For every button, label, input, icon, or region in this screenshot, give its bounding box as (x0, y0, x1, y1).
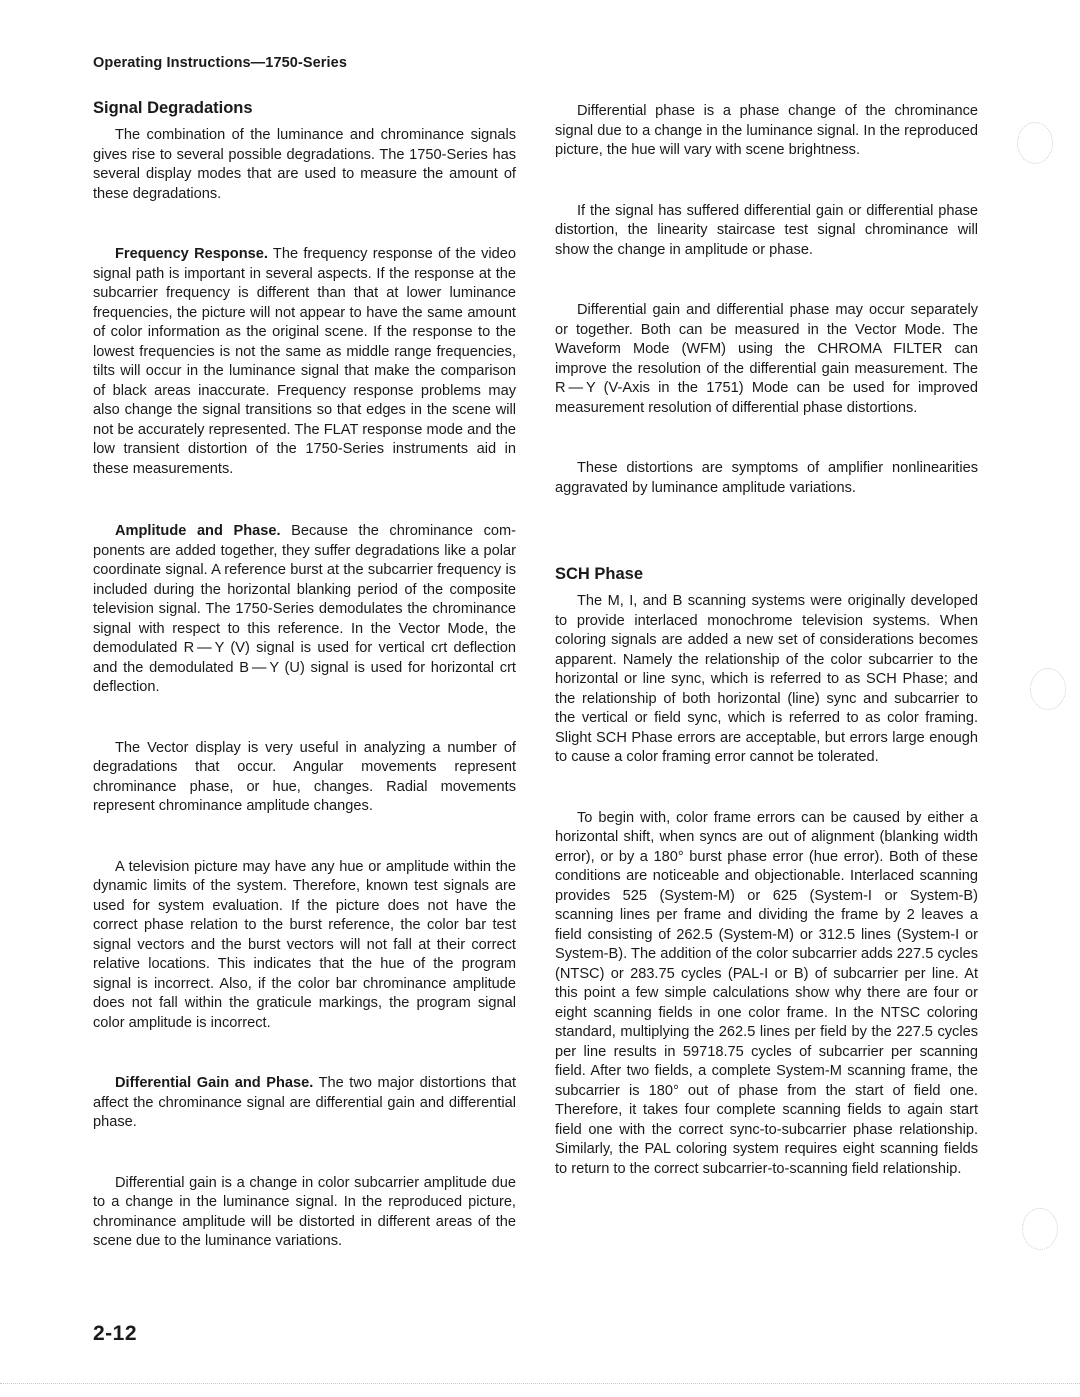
paragraph-text: The frequency response of the video signal path is important in several aspects. If the response at the subcarrier frequency is different than that at lower luminance frequencies, the picture will not appear to have the same amount of color information as the original scene. If the response to the lowest frequencies is not the same as middle range frequencies, tilts will occur in the luminance signal that make the comparison of black areas inaccurate. Frequency response problems may also change the signal transitions so that edges in the scene will not be accurately represented. The FLAT response mode and the low transient distortion of the 1750-Series instruments aid in these measurements. (93, 246, 516, 477)
paragraph-text: To begin with, color frame errors can be caused by either a horizontal shift, when syncs are out of alignment (blanking width error), or by a 180° burst phase error (hue error). Both of these conditions are noticeable and objectionable. Interlaced scanning provides 525 (System-M) or 625 (System-I or System-B) scanning lines per frame and dividing the frame by 2 leaves a field consisting of 262.5 (System-M) or 312.5 lines (System-I or System-B). The addition of the color subcarrier adds 227.5 cycles (NTSC) or 283.75 cycles (PAL-I or B) of subcarrier per line. At this point a few simple calculations show why there are four or eight scanning fields in one color frame. In the NTSC coloring standard, multiplying the 262.5 lines per field by the 227.5 cycles per line results in 59718.75 cycles of subcarrier per scanning field. After two fields, a complete System-M scanning frame, the subcarrier is 180° out of phase from the start of field one. Therefore, it takes four complete scanning fields to again start field one with the correct sync-to-subcarrier phase relationship. Similarly, the PAL coloring system requires eight scanning fields to return to the correct subcarrier-to-scanning field relationship. (555, 809, 978, 1177)
paragraph-text: The two major distortions that affect the chrominance signal are differential gain and differential phase. (93, 1075, 516, 1130)
paragraph-linearity-staircase (555, 202, 978, 261)
page-number: 2-12 (93, 1322, 138, 1345)
paragraph-differential-gain-definition (93, 1174, 516, 1252)
paragraph-text: The combination of the luminance and chrominance signals gives rise to several possible degradations. The 1750-Series has several display modes that are used to measure the amount of these degradations. (93, 127, 516, 202)
paragraph-text: Differential phase is a phase change of the chrominance signal due to a change in the luminance signal. In the reproduced picture, the hue will vary with scene brightness. (555, 103, 978, 158)
paragraph-vector-display (93, 739, 516, 817)
right-column (555, 102, 978, 1179)
paragraph-amplifier-nonlinearities (555, 459, 978, 498)
running-header: Operating Instructions—1750-Series (93, 55, 348, 71)
section-title-signal-degradations: Signal Degradations (93, 99, 253, 117)
paragraph-text: Differential gain and differential phase may occur separately or together. Both can be measured in the Vector Mode. The Waveform Mode (WFM) using the CHROMA FILTER can improve the resolution of the differential gain measurement. The R — Y (V-Axis in the 1751) Mode can be used for improved measurement resolution of differential phase distortions. (555, 302, 978, 416)
paragraph-measurement-modes (555, 301, 978, 418)
binder-hole-top (1017, 122, 1053, 164)
run-in-heading: Frequency Response. (115, 246, 268, 262)
binder-hole-bottom (1022, 1208, 1058, 1250)
paragraph-scanning-systems (555, 592, 978, 768)
binder-hole-middle (1030, 668, 1066, 710)
paragraph-text: Differential gain is a change in color subcarrier amplitude due to a change in the luminance signal. In the reproduced picture, chrominance amplitude will be distorted in different areas of the scene due to the luminance variations. (93, 1174, 516, 1249)
paragraph-differential-phase-definition (555, 102, 978, 161)
paragraph-frequency-response (93, 245, 516, 479)
paragraph-color-frame-errors (555, 809, 978, 1180)
paragraph-differential-gain-phase (93, 1074, 516, 1133)
paragraph-text: The M, I, and B scanning systems were originally developed to provide interlaced monochrome television systems. When coloring signals are added a new set of considerations becomes apparent. Namely the relationship of the color subcarrier to the horizontal or line sync, which is referred to as SCH Phase; and the relationship of both horizontal (line) sync and subcarrier to the vertical or field sync, which is referred to as color framing. Slight SCH Phase errors are acceptable, but errors large enough to cause a color framing error cannot be tolerated. (555, 593, 978, 765)
paragraph-text: The Vector display is very useful in analyzing a number of degradations that occur. Angular movements represent chrominance phase, or hue, changes. Radial movements represent chrominance amplitude changes. (93, 739, 516, 814)
paragraph-intro (93, 126, 516, 204)
paragraph-text: A television picture may have any hue or amplitude within the dynamic limits of the system. Therefore, known test signals are used for system evaluation. If the picture does not have the correct phase relation to the burst reference, the color bar test signal vectors and the burst vectors will not fall at their correct relative locations. This indicates that the hue of the program signal is incorrect. Also, if the color bar chrominance amplitude does not fall within the graticule markings, the program signal color amplitude is incorrect. (93, 858, 516, 1031)
paragraph-text: If the signal has suffered differential gain or differential phase distortion, the linearity staircase test signal chrominance will show the change in amplitude or phase. (555, 202, 978, 258)
run-in-heading: Differential Gain and Phase. (115, 1075, 314, 1091)
section-title-sch-phase: SCH Phase (555, 565, 644, 583)
scan-edge-line (0, 1383, 1080, 1385)
paragraph-text: Because the chrominance components are added together, they suffer degradations like a polar coordinate signal. A reference burst at the subcarrier frequency is included during the horizontal blanking period of the composite television signal. The 1750-Series demodulates the chrominance signal with respect to this reference. In the Vector Mode, the demodulated R — Y (V) signal is used for vertical crt deflection and the demodulated B — Y (U) signal is used for horizontal crt deflection. (93, 523, 517, 695)
paragraph-text: These distortions are symptoms of amplifier nonlinearities aggravated by luminance amplitude variations. (555, 460, 978, 496)
paragraph-television-picture (93, 858, 516, 1034)
paragraph-amplitude-phase (93, 522, 516, 698)
run-in-heading: Amplitude and Phase. (115, 523, 281, 539)
left-column (93, 98, 516, 1252)
